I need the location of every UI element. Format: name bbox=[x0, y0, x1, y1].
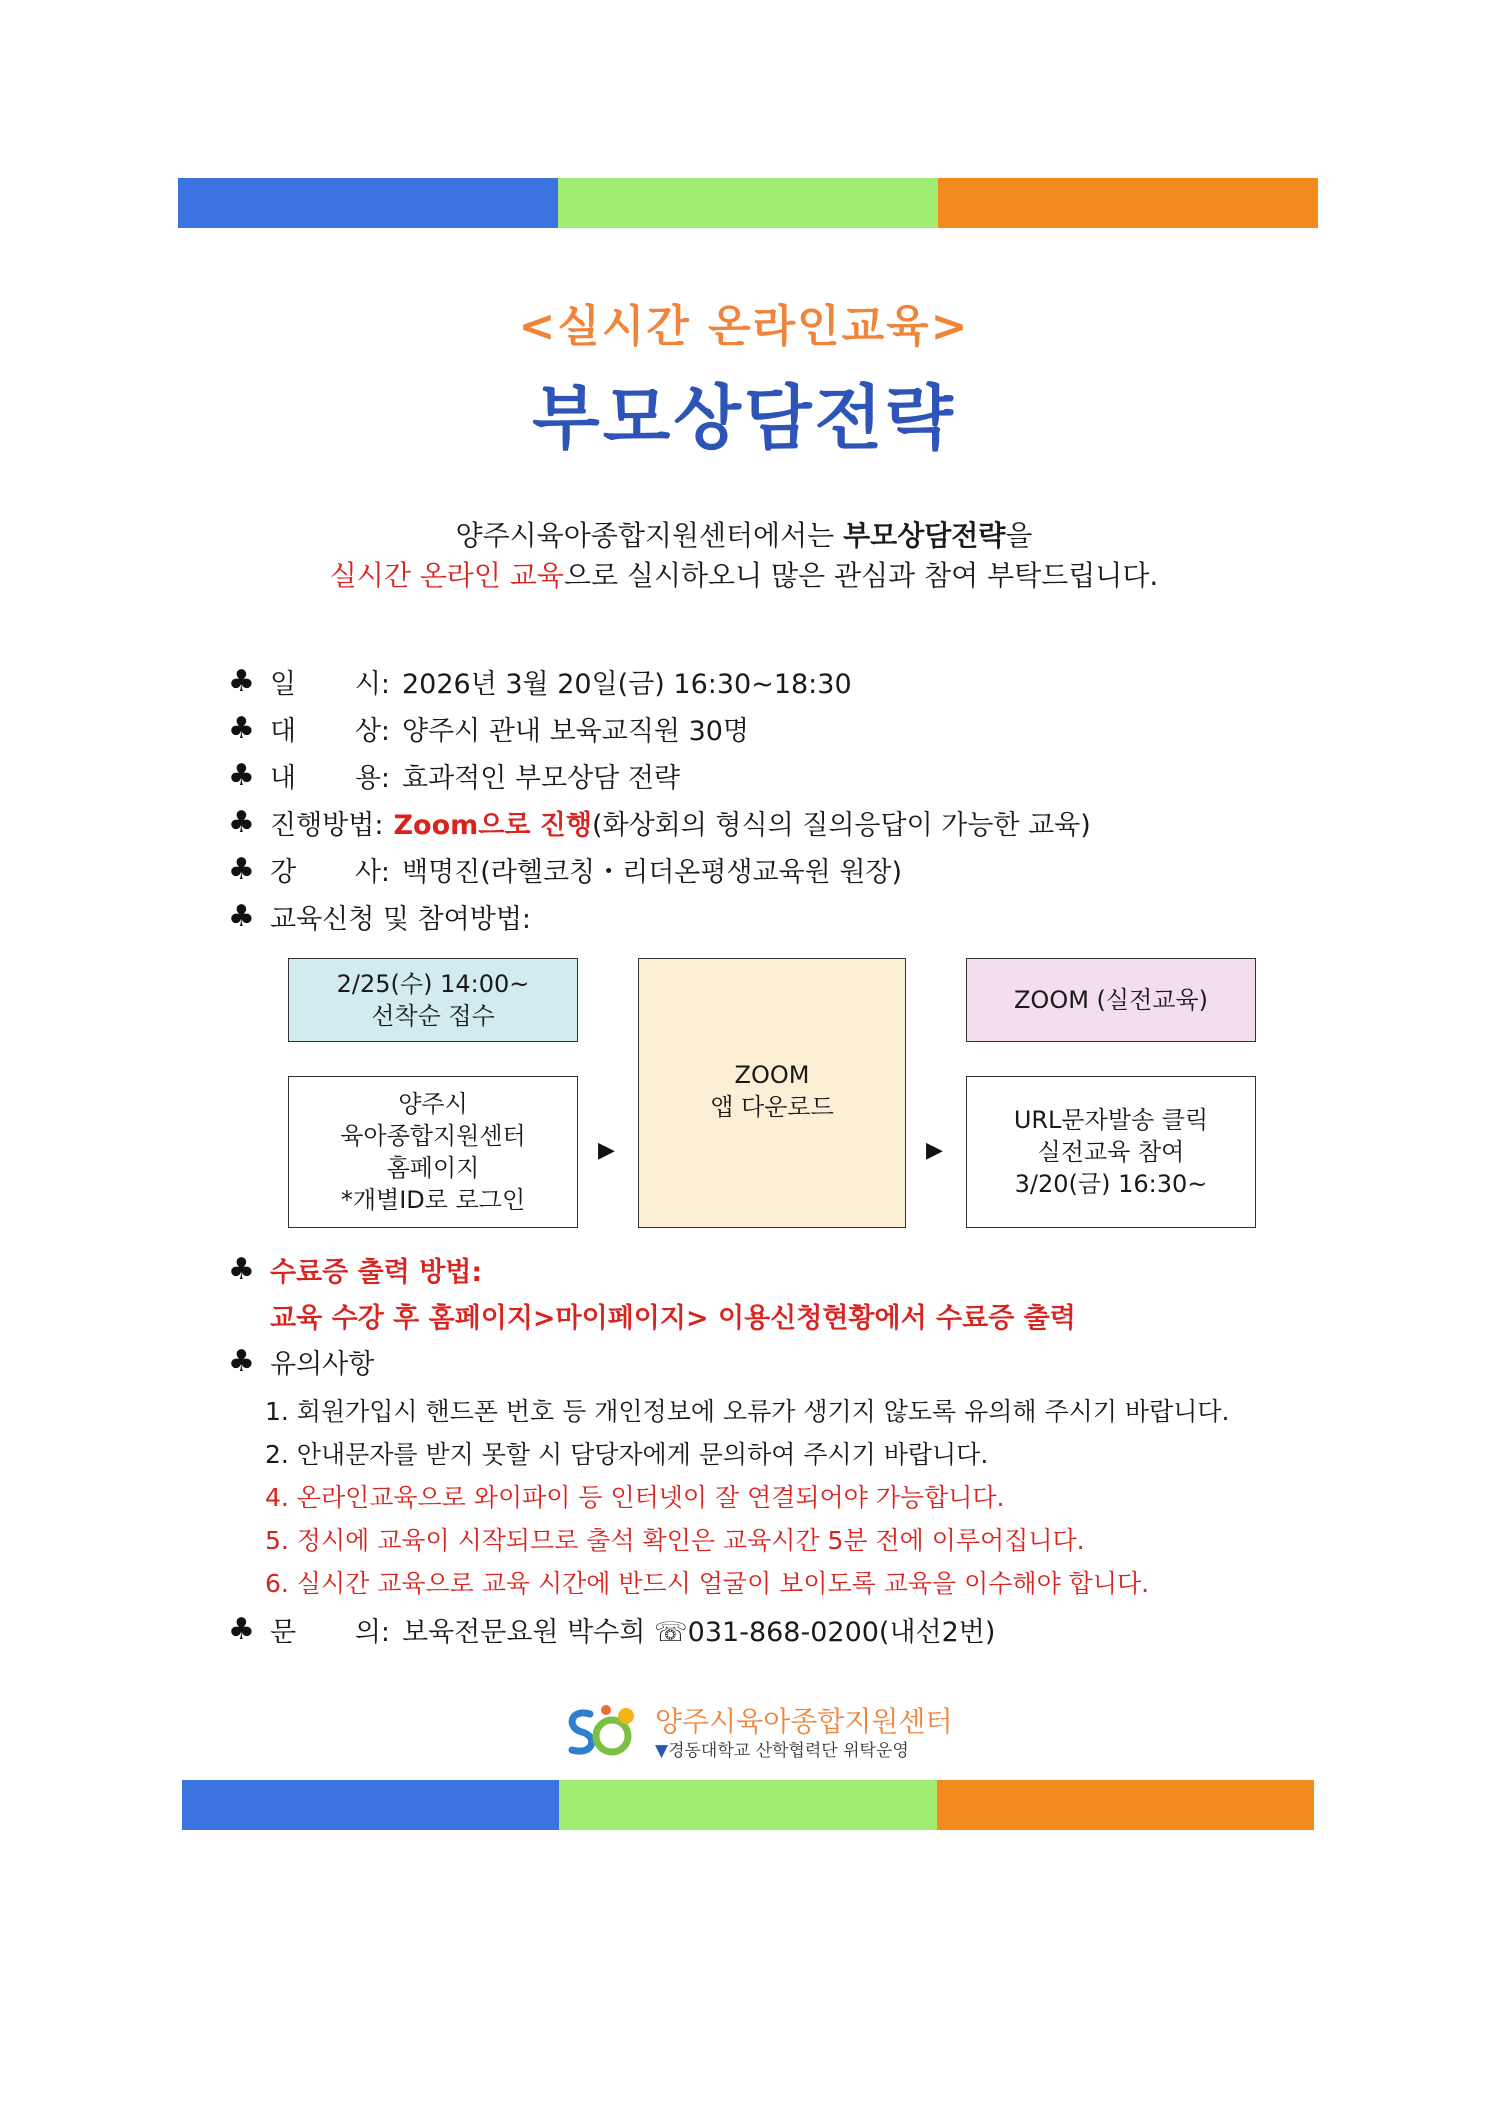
top-bar-blue bbox=[178, 178, 558, 228]
flow-arrow-icon: ▶ bbox=[598, 1138, 615, 1163]
value-method-highlight: Zoom으로 진행 bbox=[393, 810, 592, 841]
value-contact: 보육전문요원 박수희 ☏031-868-0200(내선2번) bbox=[402, 1617, 996, 1648]
value-date: 2026년 3월 20일(금) 16:30~18:30 bbox=[402, 669, 852, 700]
note-5: 5. 정시에 교육이 시작되므로 출석 확인은 교육시간 5분 전에 이루어집니다. bbox=[265, 1526, 1085, 1555]
club-icon: ♣ bbox=[228, 1612, 255, 1647]
bottom-bar-orange bbox=[937, 1780, 1314, 1830]
label-date: 일 시: bbox=[270, 669, 390, 700]
intro-text: 양주시육아종합지원센터에서는 bbox=[455, 519, 844, 552]
flow-text: 2/25(수) 14:00~ bbox=[336, 970, 530, 998]
row-date bbox=[228, 662, 852, 701]
flow-box-zoom-download bbox=[638, 958, 906, 1228]
club-icon: ♣ bbox=[228, 664, 255, 699]
label-certificate: 수료증 출력 방법: bbox=[270, 1257, 483, 1288]
flow-text: 홈페이지 bbox=[386, 1154, 480, 1182]
value-content: 효과적인 부모상담 전략 bbox=[402, 763, 680, 794]
intro-line-1 bbox=[0, 514, 1488, 554]
row-target bbox=[228, 709, 749, 748]
flow-text: 양주시 bbox=[398, 1090, 468, 1118]
row-contact bbox=[228, 1610, 995, 1649]
club-icon: ♣ bbox=[228, 1252, 255, 1287]
club-icon: ♣ bbox=[228, 805, 255, 840]
note-4: 4. 온라인교육으로 와이파이 등 인터넷이 잘 연결되어야 가능합니다. bbox=[265, 1483, 1005, 1512]
club-icon: ♣ bbox=[228, 758, 255, 793]
top-bar-green bbox=[558, 178, 938, 228]
bottom-color-bar bbox=[182, 1780, 1314, 1830]
flow-text: ZOOM (실전교육) bbox=[1013, 986, 1209, 1014]
club-icon: ♣ bbox=[228, 899, 255, 934]
intro-highlight: 부모상담전략 bbox=[843, 519, 1006, 552]
club-icon: ♣ bbox=[228, 1344, 255, 1379]
intro-text: 으로 실시하오니 많은 관심과 참여 부탁드립니다. bbox=[563, 559, 1159, 592]
intro-highlight-red: 실시간 온라인 교육 bbox=[329, 559, 564, 592]
row-notes bbox=[228, 1342, 374, 1381]
page-title: 부모상담전략 bbox=[532, 377, 956, 459]
value-method: (화상회의 형식의 질의응답이 가능한 교육) bbox=[591, 810, 1091, 841]
org-logo bbox=[560, 1700, 960, 1760]
value-target: 양주시 관내 보육교직원 30명 bbox=[402, 716, 750, 747]
flow-text: 육아종합지원센터 bbox=[340, 1122, 526, 1150]
label-apply: 교육신청 및 참여방법: bbox=[270, 904, 531, 935]
bottom-bar-green bbox=[559, 1780, 936, 1830]
row-method bbox=[228, 803, 1091, 842]
note-6: 6. 실시간 교육으로 교육 시간에 반드시 얼굴이 보이도록 교육을 이수해야 합니다. bbox=[265, 1569, 1150, 1598]
flow-text: 실전교육 참여 bbox=[1037, 1138, 1185, 1166]
subtitle: <실시간 온라인교육> bbox=[518, 301, 970, 352]
bottom-bar-blue bbox=[182, 1780, 559, 1830]
flow-text: ZOOM bbox=[734, 1061, 810, 1089]
row-apply bbox=[228, 897, 531, 936]
label-method: 진행방법: bbox=[270, 810, 384, 841]
org-sub bbox=[655, 1736, 909, 1761]
flow-box-homepage bbox=[288, 1076, 578, 1228]
shield-icon: ▼ bbox=[655, 1741, 669, 1761]
label-notes: 유의사항 bbox=[270, 1349, 375, 1380]
row-lecturer bbox=[228, 850, 902, 889]
logo-mark-icon bbox=[560, 1700, 650, 1760]
label-lecturer: 강 사: bbox=[270, 857, 390, 888]
org-name: 양주시육아종합지원센터 bbox=[655, 1705, 953, 1738]
top-bar-orange bbox=[938, 178, 1318, 228]
club-icon: ♣ bbox=[228, 852, 255, 887]
value-lecturer: 백명진(라헬코칭・리더온평생교육원 원장) bbox=[402, 857, 903, 888]
org-sub-text: 경동대학교 산학협력단 위탁운영 bbox=[668, 1741, 909, 1761]
flow-box-url bbox=[966, 1076, 1256, 1228]
row-content bbox=[228, 756, 680, 795]
row-certificate bbox=[228, 1250, 482, 1289]
flow-text: 선착순 접수 bbox=[371, 1002, 495, 1030]
label-target: 대 상: bbox=[270, 716, 390, 747]
flow-box-registration bbox=[288, 958, 578, 1042]
intro-line-2 bbox=[0, 554, 1488, 594]
flow-arrow-icon: ▶ bbox=[926, 1138, 943, 1163]
flow-text: *개별ID로 로그인 bbox=[340, 1186, 526, 1214]
note-2: 2. 안내문자를 받지 못할 시 담당자에게 문의하여 주시기 바랍니다. bbox=[265, 1440, 989, 1469]
flow-box-zoom-training bbox=[966, 958, 1256, 1042]
label-content: 내 용: bbox=[270, 763, 390, 794]
top-color-bar bbox=[178, 178, 1318, 228]
flow-text: 3/20(금) 16:30~ bbox=[1014, 1170, 1208, 1198]
flow-text: URL문자발송 클릭 bbox=[1013, 1106, 1209, 1134]
certificate-detail: 교육 수강 후 홈페이지>마이페이지> 이용신청현황에서 수료증 출력 bbox=[270, 1303, 1076, 1334]
intro-text: 을 bbox=[1005, 519, 1033, 552]
note-1: 1. 회원가입시 핸드폰 번호 등 개인정보에 오류가 생기지 않도록 유의해 주시기 바랍니다. bbox=[265, 1397, 1230, 1426]
club-icon: ♣ bbox=[228, 711, 255, 746]
label-contact: 문 의: bbox=[270, 1617, 390, 1648]
flow-text: 앱 다운로드 bbox=[710, 1093, 834, 1121]
